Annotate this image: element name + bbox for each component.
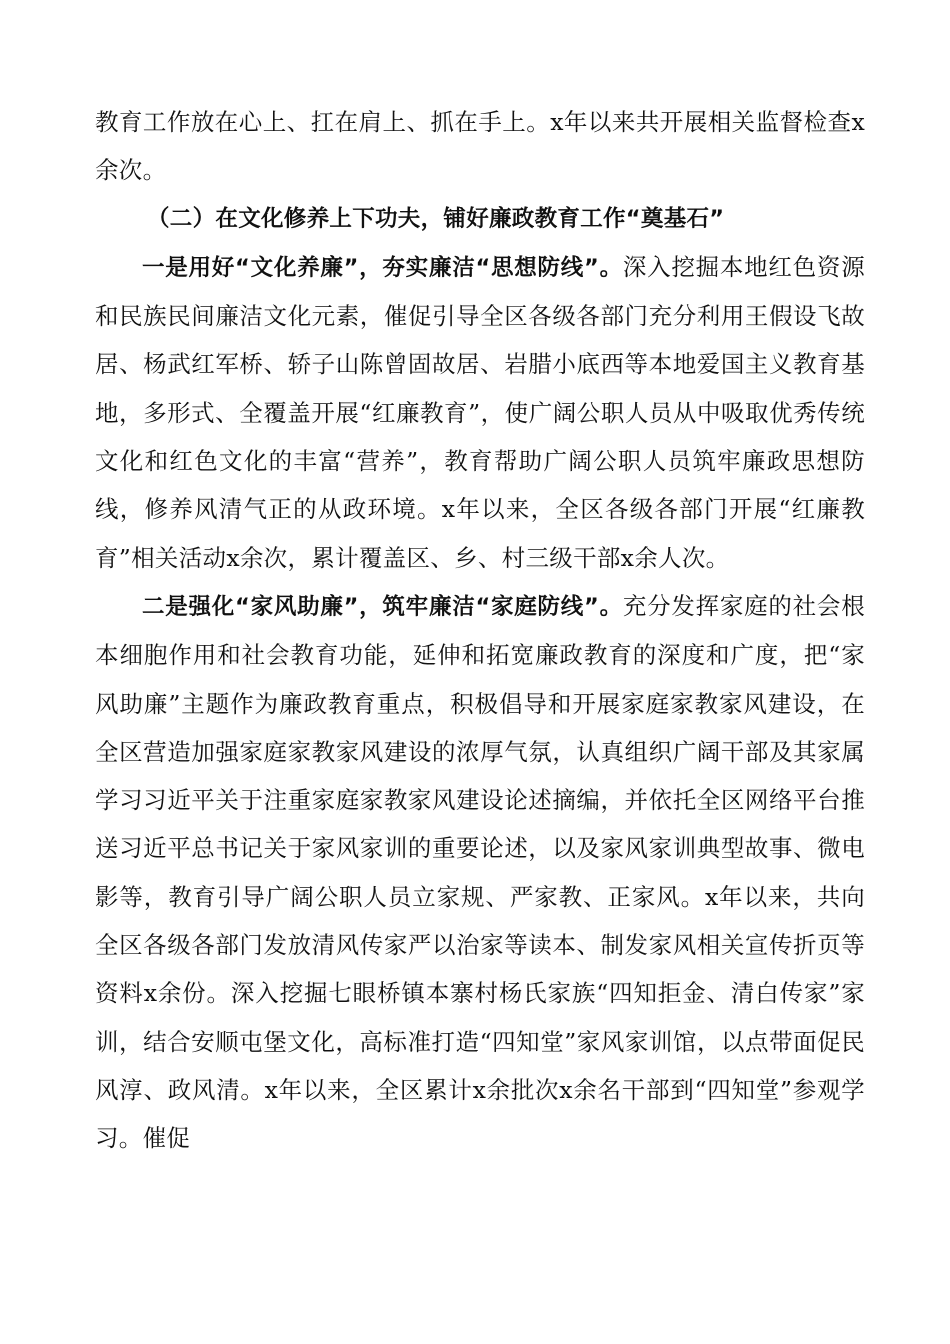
section-heading: （二）在文化修养上下功夫，铺好廉政教育工作“奠基石” [147,205,725,232]
body-text [95,98,865,1163]
paragraph-body: 深入挖掘本地红色资源和民族民间廉洁文化元素，催促引导全区各级各部门充分利用王假设飞故居、杨武红军桥、轿子山陈曾固故居、岩腊小底西等本地爱国主义教育基地，多形式、全覆盖开展“红廉教育”，使广阔公职人员从中吸取优秀传统文化和红色文化的丰富“营养”，教育帮助广阔公职人员筑牢廉政思想防线，修养风清气正的从政环境。x年以来，全区各级各部门开展“红廉教育”相关活动x余次，累计覆盖区、乡、村三级干部x余人次。 [95,252,865,572]
paragraph-body: 充分发挥家庭的社会根本细胞作用和社会教育功能，延伸和拓宽廉政教育的深度和广度，把“家风助廉”主题作为廉政教育重点，积极倡导和开展家庭家教家风建设，在全区营造加强家庭家教家风建设的浓厚气氛，认真组织广阔干部及其家属学习习近平关于注重家庭家教家风建设论述摘编，并依托全区网络平台推送习近平总书记关于家风家训的重要论述，以及家风家训典型故事、微电影等，教育引导广阔公职人员立家规、严家教、正家风。x年以来，共向全区各级各部门发放清风传家严以治家等读本、制发家风相关宣传折页等资料x余份。深入挖掘七眼桥镇本寨村杨氏家族“四知拒金、清白传家”家训，结合安顺屯堡文化，高标准打造“四知堂”家风家训馆，以点带面促民风淳、政风清。x年以来，全区累计x余批次x余名干部到“四知堂”参观学习。催促 [95,591,865,1153]
paragraph-continuation: 教育工作放在心上、扛在肩上、抓在手上。x年以来共开展相关监督检查x余次。 [95,108,865,185]
paragraph-lead: 一是用好“文化养廉”，夯实廉洁“思想防线”。 [142,254,623,281]
paragraph-culture [95,243,865,582]
paragraph-family [95,582,865,1163]
paragraph-lead: 二是强化“家风助廉”，筑牢廉洁“家庭防线”。 [142,593,623,620]
